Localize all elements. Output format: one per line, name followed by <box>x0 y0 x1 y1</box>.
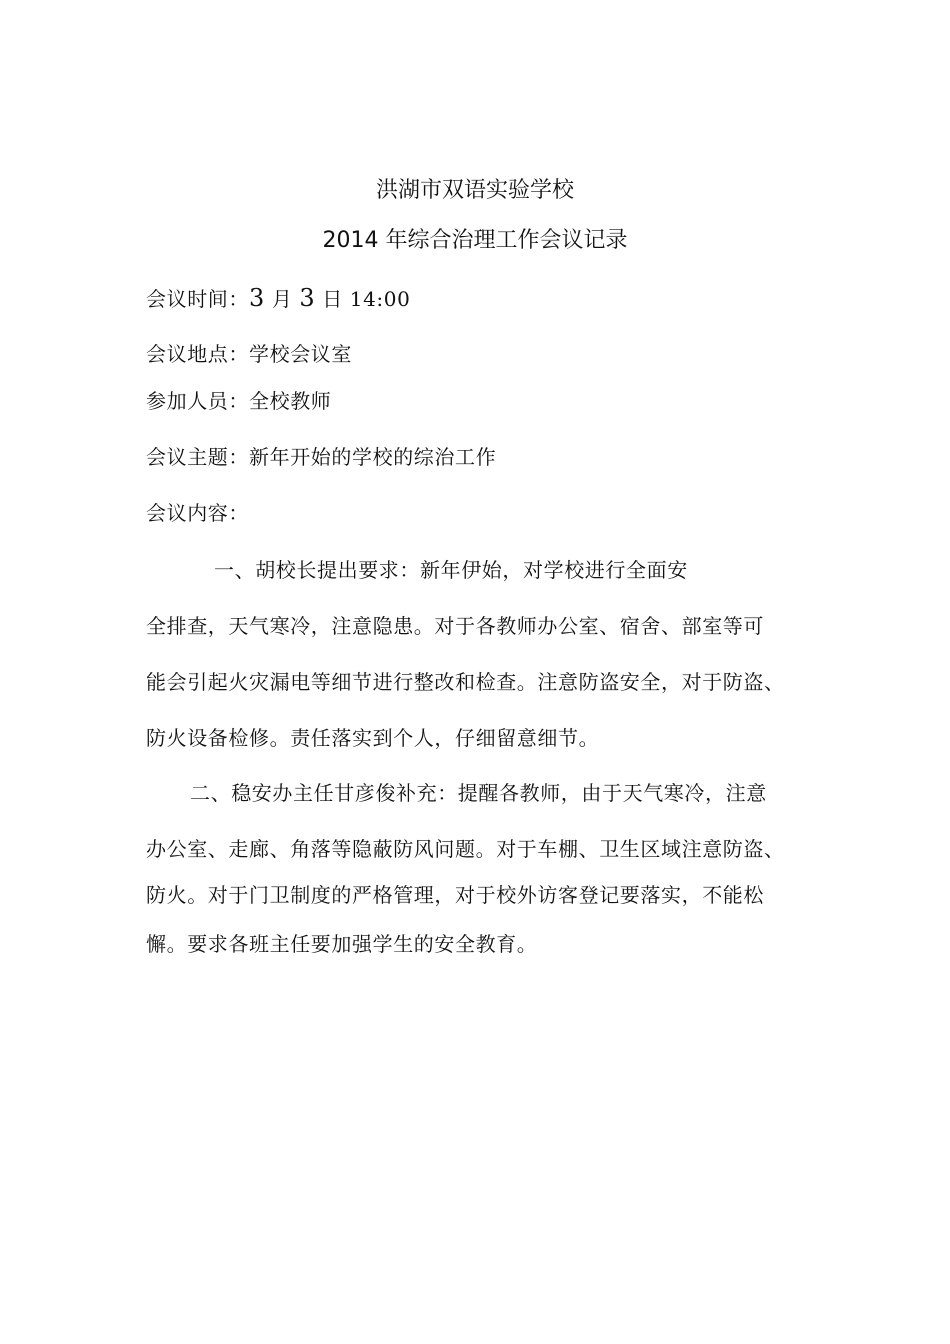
paragraph-2-line: 懈。要求各班主任要加强学生的安全教育。 <box>146 932 538 956</box>
school-name-heading: 洪湖市双语实验学校 <box>375 178 574 203</box>
meeting-topic: 会议主题：新年开始的学校的综治工作 <box>146 445 497 469</box>
paragraph-1-line: 防火设备检修。责任落实到个人，仔细留意细节。 <box>146 726 600 750</box>
paragraph-1-line: 全排查，天气寒冷，注意隐患。对于各教师办公室、宿舍、部室等可 <box>146 614 764 638</box>
document-title: 2014 年综合治理工作会议记录 <box>322 228 628 253</box>
meeting-month: 3 <box>249 284 265 312</box>
meeting-attendees: 参加人员：全校教师 <box>146 389 332 413</box>
paragraph-2-line: 防火。对于门卫制度的严格管理，对于校外访客登记要落实，不能松 <box>146 883 764 907</box>
paragraph-2-line: 二、稳安办主任甘彦俊补充：提醒各教师，由于天气寒冷，注意 <box>190 781 767 805</box>
meeting-month-unit: 月 <box>264 287 300 311</box>
meeting-day: 3 <box>299 284 316 312</box>
meeting-time-label: 会议时间： <box>146 287 249 311</box>
meeting-place: 会议地点：学校会议室 <box>146 342 352 366</box>
paragraph-1-line: 一、胡校长提出要求：新年伊始，对学校进行全面安 <box>214 558 688 582</box>
paragraph-2-line: 办公室、走廊、角落等隐蔽防风问题。对于车棚、卫生区域注意防盗、 <box>146 837 785 861</box>
paragraph-1-line: 能会引起火灾漏电等细节进行整改和检查。注意防盗安全，对于防盗、 <box>146 670 785 694</box>
meeting-time <box>146 284 410 313</box>
meeting-content-label: 会议内容： <box>146 501 249 525</box>
meeting-day-unit: 日 14:00 <box>315 287 411 311</box>
